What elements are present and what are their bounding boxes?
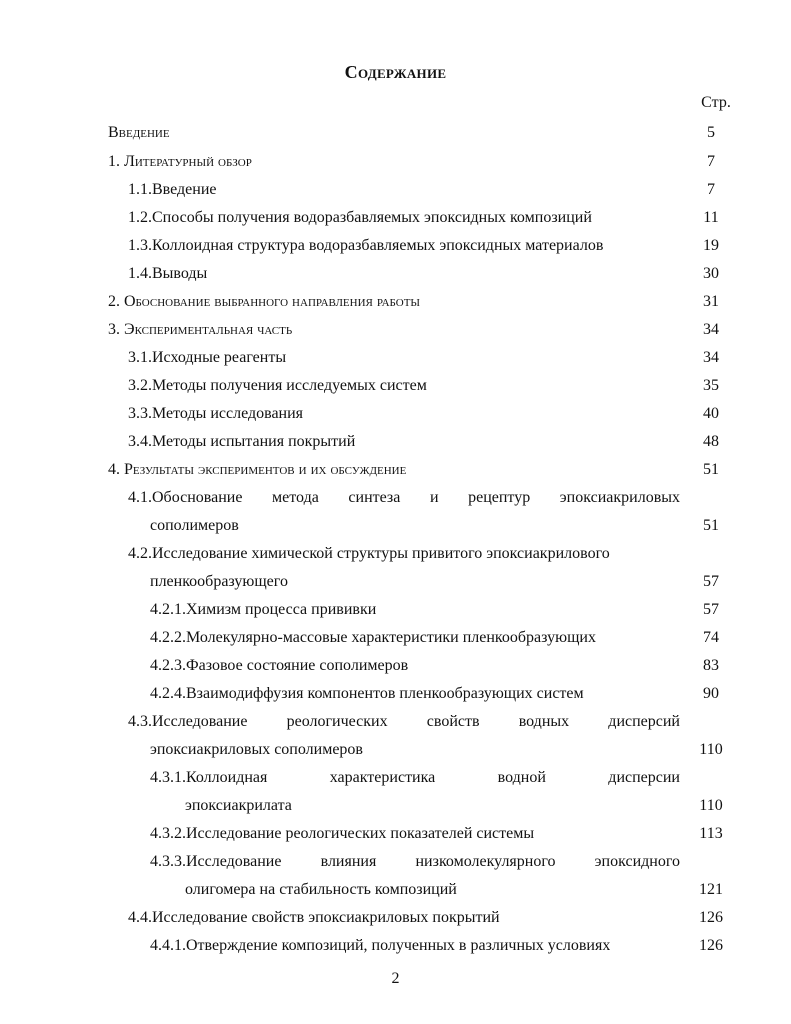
toc-entry	[0, 906, 791, 930]
toc-entry-title: 1. Литературный обзор	[108, 153, 252, 170]
toc-entry	[0, 542, 791, 566]
toc-entry	[0, 346, 791, 370]
toc-entry-page: 51	[703, 517, 719, 534]
toc-entry-title: 4.1.Обоснование метода синтеза и рецептур эпоксиакриловых	[128, 489, 680, 506]
toc-entry-page: 74	[703, 629, 719, 646]
toc-entry	[0, 514, 791, 538]
toc-entry	[0, 458, 791, 482]
toc-entry-page: 90	[703, 685, 719, 702]
page-column-header: Стр.	[701, 94, 731, 111]
toc-entry	[0, 290, 791, 314]
toc-entry-title: 4.3.3.Исследование влияния низкомолекулярного эпоксидного	[150, 853, 680, 870]
toc-entry-title: 4.2.1.Химизм процесса прививки	[150, 601, 377, 618]
toc-entry-title: 4.2.2.Молекулярно-массовые характеристики пленкообразующих	[150, 629, 596, 646]
toc-entry-page: 51	[703, 461, 719, 478]
toc-entry	[0, 934, 791, 958]
toc-entry-page: 110	[699, 741, 723, 758]
toc-entry-page: 34	[703, 321, 719, 338]
toc-entry-title: 4.2.Исследование химической структуры привитого эпоксиакрилового	[128, 545, 610, 562]
toc-entry	[0, 766, 791, 790]
toc-entry-title: 4.3.2.Исследование реологических показателей системы	[150, 825, 535, 842]
toc-entry-page: 57	[703, 573, 719, 590]
toc-entry	[0, 710, 791, 734]
toc-entry-title: олигомера на стабильность композиций	[185, 881, 457, 898]
toc-entry-page: 83	[703, 657, 719, 674]
toc-entry-page: 126	[699, 937, 723, 954]
toc-entry-page: 7	[707, 153, 715, 170]
toc-entry-page: 19	[703, 237, 719, 254]
toc-entry-page: 35	[703, 377, 719, 394]
toc-entry	[0, 262, 791, 286]
toc-entry-title: 4.4.1.Отверждение композиций, полученных в различных условиях	[150, 937, 611, 954]
toc-entry-page: 113	[699, 825, 723, 842]
toc-entry-page: 34	[703, 349, 719, 366]
toc-entry	[0, 430, 791, 454]
toc-entry-page: 126	[699, 909, 723, 926]
toc-entry-title: 3. Экспериментальная часть	[108, 321, 293, 338]
toc-entry-title: 3.1.Исходные реагенты	[128, 349, 287, 366]
toc-entry-title: 4. Результаты экспериментов и их обсуждение	[108, 461, 407, 478]
toc-entry	[0, 850, 791, 874]
toc-entry-title: 1.3.Коллоидная структура водоразбавляемых эпоксидных материалов	[128, 237, 604, 254]
toc-entry	[0, 178, 791, 202]
toc-entry-title: Введение	[108, 124, 170, 141]
toc-entry-title: 4.4.Исследование свойств эпоксиакриловых покрытий	[128, 909, 500, 926]
toc-entry	[0, 654, 791, 678]
toc-entry	[0, 878, 791, 902]
toc-entry-title: 4.3.1.Коллоидная характеристика водной дисперсии	[150, 769, 680, 786]
toc-entry-title: 3.2.Методы получения исследуемых систем	[128, 377, 427, 394]
page-number: 2	[391, 970, 400, 987]
toc-entry-page: 48	[703, 433, 719, 450]
toc-entry-title: 4.3.Исследование реологических свойств водных дисперсий	[128, 713, 680, 730]
toc-entry-page: 110	[699, 797, 723, 814]
toc-entry-title: 4.2.4.Взаимодиффузия компонентов пленкообразующих систем	[150, 685, 584, 702]
toc-entry-page: 31	[703, 293, 719, 310]
toc-entry-page: 7	[707, 181, 715, 198]
toc-entry-page: 40	[703, 405, 719, 422]
toc-entry-title: 1.2.Способы получения водоразбавляемых эпоксидных композиций	[128, 209, 592, 226]
toc-entry-title: 1.4.Выводы	[128, 265, 208, 282]
toc-entry	[0, 402, 791, 426]
toc-entry	[0, 570, 791, 594]
toc-entry-title: 4.2.3.Фазовое состояние сополимеров	[150, 657, 409, 674]
toc-entry-page: 30	[703, 265, 719, 282]
toc-entry-title: 2. Обоснование выбранного направления работы	[108, 293, 421, 310]
toc-entry-title: сополимеров	[150, 517, 239, 534]
toc-entry	[0, 318, 791, 342]
toc-entry	[0, 598, 791, 622]
toc-entry	[0, 738, 791, 762]
toc-entry-title: пленкообразующего	[150, 573, 288, 590]
toc-entry	[0, 626, 791, 650]
toc-entry	[0, 486, 791, 510]
page-title: Содержание	[344, 62, 447, 82]
toc-entry	[0, 374, 791, 398]
toc-entry	[0, 206, 791, 230]
toc-entry-title: 3.3.Методы исследования	[128, 405, 304, 422]
toc-entry	[0, 822, 791, 846]
toc-entry-page: 11	[703, 209, 719, 226]
toc-entry	[0, 682, 791, 706]
toc-entry	[0, 121, 791, 145]
toc-entry-title: 1.1.Введение	[128, 181, 217, 198]
toc-entry-page: 5	[707, 124, 715, 141]
toc-entry-title: 3.4.Методы испытания покрытий	[128, 433, 356, 450]
toc-entry	[0, 234, 791, 258]
toc-entry-title: эпоксиакриловых сополимеров	[150, 741, 363, 758]
toc-entry	[0, 794, 791, 818]
toc-entry	[0, 150, 791, 174]
toc-entry-title: эпоксиакрилата	[185, 797, 292, 814]
toc-entry-page: 121	[699, 881, 723, 898]
toc-entry-page: 57	[703, 601, 719, 618]
